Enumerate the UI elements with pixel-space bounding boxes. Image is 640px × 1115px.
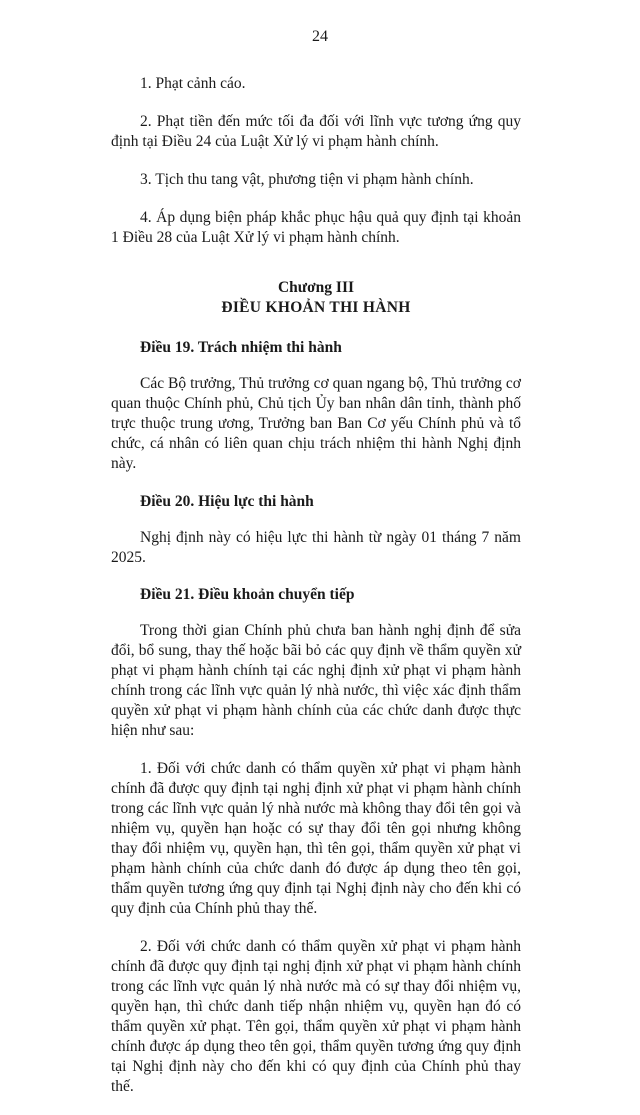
- document-body: [111, 74, 521, 1115]
- penalty-item-2: 2. Phạt tiền đến mức tối đa đối với lĩnh vực tương ứng quy định tại Điều 24 của Luật Xử lý vi phạm hành chính.: [111, 113, 521, 150]
- penalty-item-1: 1. Phạt cảnh cáo.: [140, 75, 246, 92]
- penalty-item-3: 3. Tịch thu tang vật, phương tiện vi phạm hành chính.: [140, 171, 474, 188]
- article-20-paragraph: Nghị định này có hiệu lực thi hành từ ngày 01 tháng 7 năm 2025.: [111, 529, 521, 566]
- article-21-intro: Trong thời gian Chính phủ chưa ban hành nghị định để sửa đổi, bổ sung, thay thế hoặc bãi bỏ các quy định về thẩm quyền xử phạt vi phạm hành chính tại các nghị định xử phạt vi phạm hành chính trong các lĩnh vực quản lý nhà nước, thì việc xác định thẩm quyền xử phạt vi phạm hành chính của các chức danh được thực hiện như sau:: [111, 622, 521, 739]
- article-21-clause-1: 1. Đối với chức danh có thẩm quyền xử phạt vi phạm hành chính đã được quy định tại nghị định xử phạt vi phạm hành chính trong các lĩnh vực quản lý nhà nước mà không thay đổi tên gọi và nhiệm vụ, quyền hạn hoặc có sự thay đổi tên gọi nhưng không thay đổi nhiệm vụ, quyền hạn, thì tên gọi, thẩm quyền xử phạt vi phạm hành chính của chức danh đó được áp dụng theo tên gọi, thẩm quyền tương ứng quy định tại Nghị định này cho đến khi có quy định của Chính phủ thay thế.: [111, 760, 521, 917]
- chapter-title: ĐIỀU KHOẢN THI HÀNH: [221, 299, 411, 316]
- article-21-heading: Điều 21. Điều khoản chuyển tiếp: [140, 586, 355, 603]
- article-21-clause-2: 2. Đối với chức danh có thẩm quyền xử phạt vi phạm hành chính đã được quy định tại nghị định xử phạt vi phạm hành chính trong các lĩnh vực quản lý nhà nước mà có sự thay đổi nhiệm vụ, quyền hạn, thì chức danh tiếp nhận nhiệm vụ, quyền hạn đó có thẩm quyền xử phạt. Tên gọi, thẩm quyền xử phạt vi phạm hành chính được áp dụng theo tên gọi, thẩm quyền tương ứng quy định tại Nghị định này cho đến khi có quy định của Chính phủ thay thế.: [111, 938, 521, 1095]
- penalty-item-4: 4. Áp dụng biện pháp khắc phục hậu quả quy định tại khoản 1 Điều 28 của Luật Xử lý vi phạm hành chính.: [111, 209, 521, 246]
- article-20-heading: Điều 20. Hiệu lực thi hành: [140, 493, 314, 510]
- chapter-label: Chương III: [277, 279, 355, 296]
- page-number: 24: [312, 28, 328, 45]
- article-19-heading: Điều 19. Trách nhiệm thi hành: [140, 339, 342, 356]
- article-19-paragraph: Các Bộ trưởng, Thủ trưởng cơ quan ngang bộ, Thủ trưởng cơ quan thuộc Chính phủ, Chủ tịch Ủy ban nhân dân tỉnh, thành phố trực thuộc trung ương, Trưởng ban Ban Cơ yếu Chính phủ và tổ chức, cá nhân có liên quan chịu trách nhiệm thi hành Nghị định này.: [111, 375, 521, 472]
